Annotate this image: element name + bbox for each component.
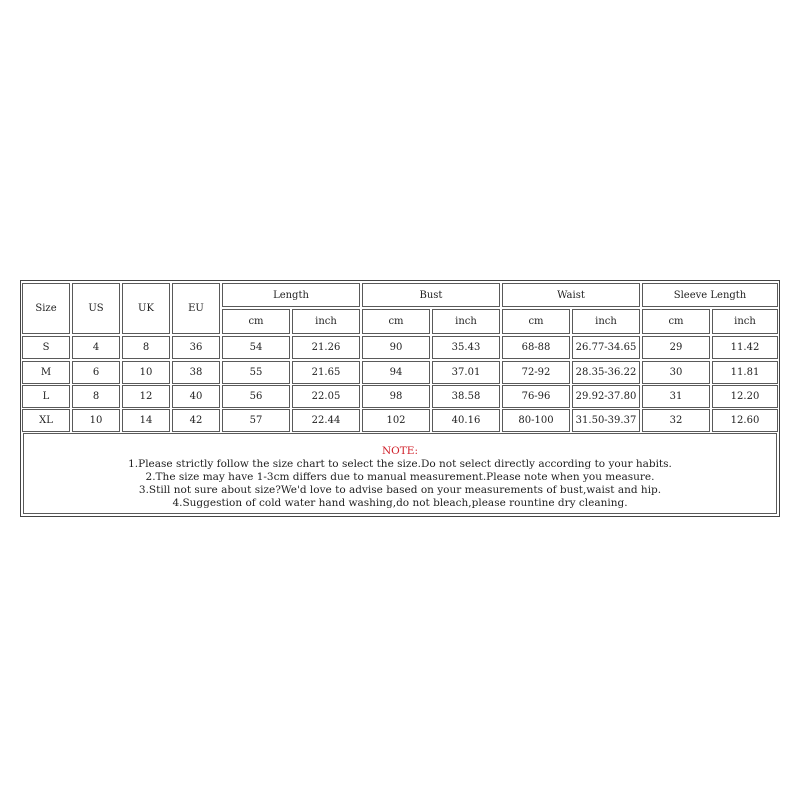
unit-header: cm	[362, 309, 430, 334]
table-cell: 98	[362, 385, 430, 408]
table-cell: 32	[642, 409, 710, 432]
table-cell: 4	[72, 336, 120, 359]
unit-header: cm	[222, 309, 290, 334]
table-cell: 10	[72, 409, 120, 432]
table-cell: 40.16	[432, 409, 500, 432]
table-cell: 55	[222, 361, 290, 384]
table-cell: 38	[172, 361, 220, 384]
table-cell: 21.26	[292, 336, 360, 359]
unit-header: cm	[642, 309, 710, 334]
table-cell: 35.43	[432, 336, 500, 359]
table-cell: 72-92	[502, 361, 570, 384]
note-title: NOTE:	[381, 445, 418, 457]
table-cell: 37.01	[432, 361, 500, 384]
unit-header: inch	[572, 309, 640, 334]
table-cell: 31.50-39.37	[572, 409, 640, 432]
header-length: Length	[222, 283, 360, 307]
table-cell: L	[22, 385, 70, 408]
table-cell: 54	[222, 336, 290, 359]
table-cell: 8	[122, 336, 170, 359]
table-cell: 26.77-34.65	[572, 336, 640, 359]
note-line: 4.Suggestion of cold water hand washing,do not bleach,please rountine dry cleaning.	[172, 497, 628, 509]
table-cell: 11.42	[712, 336, 778, 359]
table-cell: 29.92-37.80	[572, 385, 640, 408]
table-cell: 30	[642, 361, 710, 384]
table-cell: 94	[362, 361, 430, 384]
table-cell: M	[22, 361, 70, 384]
table-cell: 28.35-36.22	[572, 361, 640, 384]
header-sleeve-length: Sleeve Length	[642, 283, 778, 307]
table-cell: 12.20	[712, 385, 778, 408]
table-cell: 31	[642, 385, 710, 408]
table-cell: 68-88	[502, 336, 570, 359]
note-line: 3.Still not sure about size?We'd love to advise based on your measurements of bust,waist and hip.	[138, 484, 662, 496]
header-size: Size	[22, 283, 70, 334]
table-cell: 80-100	[502, 409, 570, 432]
notes-panel	[23, 433, 777, 514]
table-cell: 6	[72, 361, 120, 384]
table-cell: 102	[362, 409, 430, 432]
table-cell: 29	[642, 336, 710, 359]
table-cell: 90	[362, 336, 430, 359]
header-us: US	[72, 283, 120, 334]
table-cell: 12	[122, 385, 170, 408]
table-cell: 14	[122, 409, 170, 432]
table-cell: 42	[172, 409, 220, 432]
table-cell: S	[22, 336, 70, 359]
table-cell: 12.60	[712, 409, 778, 432]
table-cell: 38.58	[432, 385, 500, 408]
note-line: 2.The size may have 1-3cm differs due to manual measurement.Please note when you measure.	[145, 471, 655, 483]
table-cell: XL	[22, 409, 70, 432]
table-cell: 56	[222, 385, 290, 408]
table-cell: 36	[172, 336, 220, 359]
table-cell: 76-96	[502, 385, 570, 408]
note-line: 1.Please strictly follow the size chart to select the size.Do not select directly according to your habits.	[128, 458, 672, 470]
unit-header: cm	[502, 309, 570, 334]
unit-header: inch	[292, 309, 360, 334]
size-chart	[20, 280, 780, 517]
table-cell: 11.81	[712, 361, 778, 384]
table-cell: 21.65	[292, 361, 360, 384]
table-cell: 10	[122, 361, 170, 384]
unit-header: inch	[432, 309, 500, 334]
header-bust: Bust	[362, 283, 500, 307]
table-cell: 22.05	[292, 385, 360, 408]
table-cell: 40	[172, 385, 220, 408]
table-cell: 57	[222, 409, 290, 432]
header-uk: UK	[122, 283, 170, 334]
table-cell: 22.44	[292, 409, 360, 432]
unit-header: inch	[712, 309, 778, 334]
header-waist: Waist	[502, 283, 640, 307]
header-eu: EU	[172, 283, 220, 334]
table-cell: 8	[72, 385, 120, 408]
